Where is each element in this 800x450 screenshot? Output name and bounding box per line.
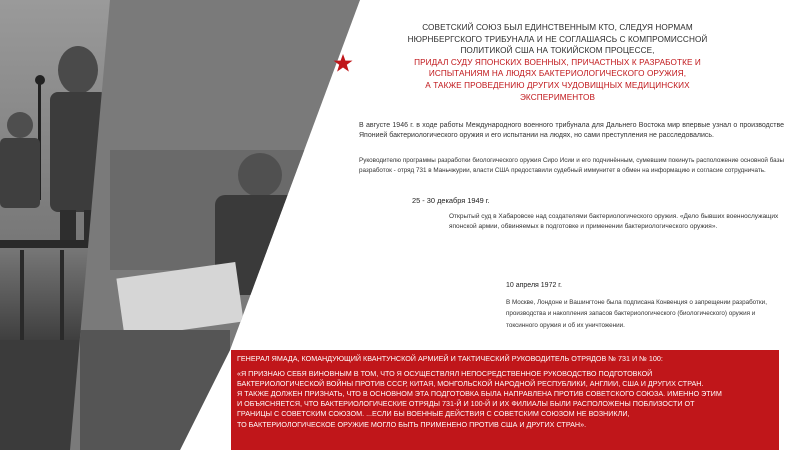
paragraph-convention: В Москве, Лондоне и Вашингтоне была подписана Конвенция о запрещении разработки, производства и накопления запасов бактериологического (биологического) оружия и токсинного оружия и об их уничтожении. [506, 299, 767, 329]
headline-line-accent: ПРИДАЛ СУДУ ЯПОНСКИХ ВОЕННЫХ, ПРИЧАСТНЫХ К РАЗРАБОТКЕ И [414, 57, 701, 67]
quote-line: «Я ПРИЗНАЮ СЕБЯ ВИНОВНЫМ В ТОМ, ЧТО Я ОСУЩЕСТВЛЯЛ НЕПОСРЕДСТВЕННОЕ РУКОВОДСТВО ПОДГОТОВКОЙ [237, 369, 653, 379]
headline-line: ПОЛИТИКОЙ США НА ТОКИЙСКОМ ПРОЦЕССЕ, [460, 46, 655, 56]
quote-line: ГРАНИЦЫ С СОВЕТСКИМ СОЮЗОМ. ...ЕСЛИ БЫ ВОЕННЫЕ ДЕЙСТВИЯ С СОВЕТСКИМ СОЮЗОМ НЕ ВОЗНИКЛИ, [237, 409, 630, 419]
headline [395, 22, 720, 103]
quote-line: И ОБЪЯСНЯЕТСЯ, ЧТО БАКТЕРИОЛОГИЧЕСКИЕ ОТРЯДЫ 731-Й И 100-Й И ИХ ФИЛИАЛЫ БЫЛИ РАСПОЛОЖЕНЫ ПОБЛИЗОСТИ ОТ [237, 399, 695, 409]
headline-line: СОВЕТСКИЙ СОЮЗ БЫЛ ЕДИНСТВЕННЫМ КТО, СЛЕДУЯ НОРМАМ [422, 23, 693, 32]
quote-line: БАКТЕРИОЛОГИЧЕСКОЙ ВОЙНЫ ПРОТИВ СССР, КИТАЯ, МОНГОЛЬСКОЙ НАРОДНОЙ РЕСПУБЛИКИ, АНГЛИИ, США И ДРУГИХ СТРАН. [237, 379, 704, 389]
quote-title: ГЕНЕРАЛ ЯМАДА, КОМАНДУЮЩИЙ КВАНТУНСКОЙ АРМИЕЙ И ТАКТИЧЕСКИЙ РУКОВОДИТЕЛЬ ОТРЯДОВ № 731 И № 100: [237, 354, 663, 363]
paragraph-khabarovsk-trial: Открытый суд в Хабаровске над создателями бактериологического оружия. «Дело бывших военнослужащих японской армии, обвиняемых в подготовке и применении бактериологического оружия». [449, 213, 779, 231]
headline-line-accent: ЭКСПЕРИМЕНТОВ [519, 92, 596, 102]
quote-line: Я ТАКЖЕ ДОЛЖЕН ПРИЗНАТЬ, ЧТО В ОСНОВНОМ ЭТА ПОДГОТОВКА БЫЛА НАПРАВЛЕНА ПРОТИВ СОВЕТСКОГО СОЮЗА. ИМЕННО ЭТИМ [237, 389, 722, 399]
paragraph-tokyo-tribunal: В августе 1946 г. в ходе работы Международного военного трибунала для Дальнего Востока мир впервые узнал о производстве Японией бактериологического оружия и его испытании на людях, но сами преступления не расследовались. [359, 122, 784, 140]
date-khabarovsk-trial: 25 - 30 декабря 1949 г. [412, 196, 490, 205]
headline-line-accent: А ТАКЖЕ ПРОВЕДЕНИЮ ДРУГИХ ЧУДОВИЩНЫХ МЕДИЦИНСКИХ [425, 80, 690, 90]
date-convention: 10 апреля 1972 г. [506, 282, 562, 289]
yamada-quote-box [231, 350, 779, 450]
paragraph-us-immunity: Руководителю программы разработки биологического оружия Сиро Исии и его подчинённым, сумевшим покинуть расположение основной базы разработок - отряд 731 в Маньчжурии, власти США предоставили судебный иммунитет в обмен на информацию и согласие сотрудничать. [359, 157, 784, 175]
quote-line: ТО БАКТЕРИОЛОГИЧЕСКОЕ ОРУЖИЕ МОГЛО БЫТЬ ПРИМЕНЕНО ПРОТИВ США И ДРУГИХ СТРАН». [237, 419, 587, 429]
headline-line-accent: ИСПЫТАНИЯМ НА ЛЮДЯХ БАКТЕРИОЛОГИЧЕСКОГО ОРУЖИЯ, [428, 69, 687, 79]
red-star-icon [333, 53, 353, 73]
headline-line: НЮРНБЕРГСКОГО ТРИБУНАЛА И НЕ СОГЛАШАЯСЬ С КОМПРОМИССНОЙ [407, 34, 708, 44]
